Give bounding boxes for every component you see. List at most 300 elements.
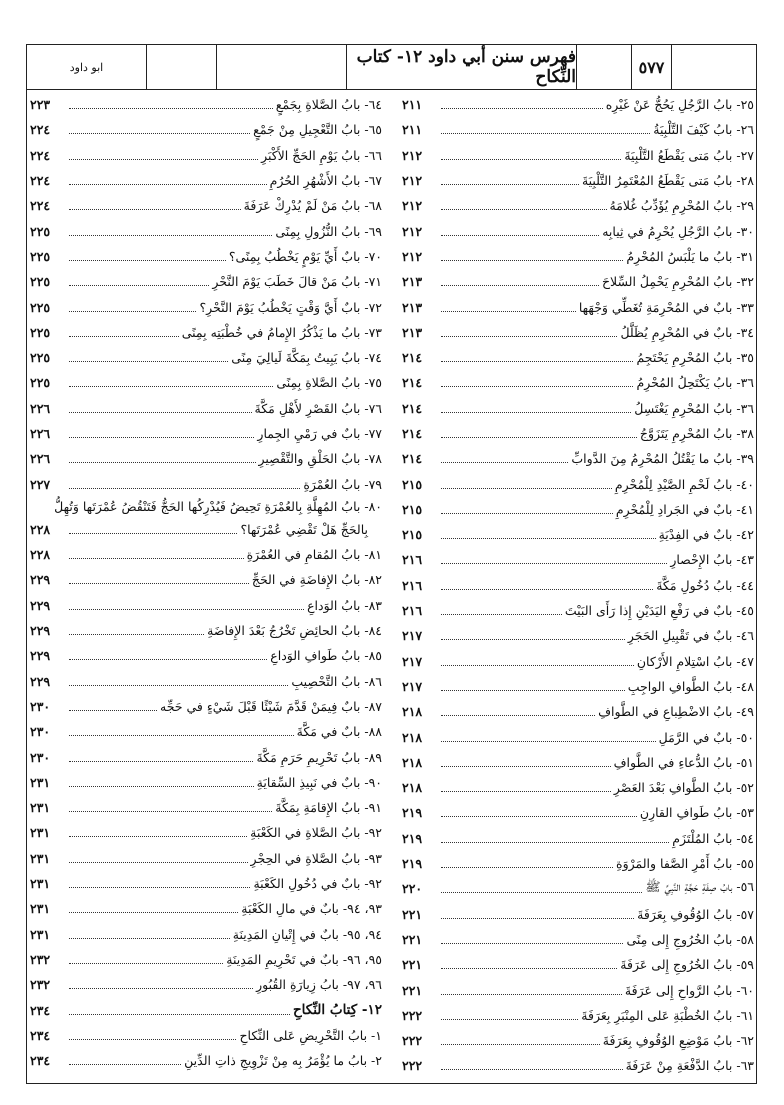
dot-leader (69, 100, 273, 109)
index-entry (30, 542, 382, 567)
entry-page-number: ٢١٧ (402, 628, 423, 644)
header-cell-blank (147, 45, 217, 89)
entry-title: ٥٣- بابُ طَوافِ القارِنِ (639, 805, 754, 821)
dot-leader (441, 581, 653, 590)
index-entry (30, 618, 382, 643)
dot-leader (69, 1006, 290, 1015)
index-entry (402, 851, 754, 876)
index-entry (30, 922, 382, 947)
index-entry (402, 522, 754, 547)
index-entry (402, 294, 754, 319)
entry-title: ٢٧- بابُ مَتى يَقْطَعُ التَّلْبِيَةَ (624, 147, 754, 163)
index-entry (402, 750, 754, 775)
entry-title: ٥٦- بابُ صِفَةِ حَجَّةِ النَّبِيِّ ﷺ (645, 879, 754, 895)
entry-title: ٣٨- بابُ المُحْرِمِ يَتَزَوَّجُ (639, 426, 754, 441)
entry-title: ٢٥- بابُ الرَّجُلِ يَحُجُّ عَنْ غَيْرِه (605, 97, 754, 113)
entry-page-number: ٢٢٧ (30, 476, 51, 492)
entry-page-number: ٢١٨ (402, 704, 423, 720)
dot-leader (441, 277, 599, 286)
dot-leader (69, 550, 244, 559)
index-entry (402, 168, 754, 193)
index-entry (30, 567, 382, 592)
index-entry (30, 471, 382, 496)
entry-title: ٥٢- بابُ الطَّوافِ بَعْدَ العَصْرِ (613, 780, 754, 796)
entry-title: ٥٨- بابُ الخُرُوجِ إِلى مِنًى (626, 931, 754, 947)
entry-title: ٥١- بابُ الدُّعاءِ في الطَّوافِ (613, 754, 754, 770)
entry-title: ٨٤- بابُ الحائِضِ تَخْرُجُ بَعْدَ الإِفاضَةِ (207, 623, 382, 639)
entry-page-number: ٢٢٥ (30, 350, 51, 366)
entry-page-number: ٢١٦ (402, 552, 423, 568)
entry-title: ٦٥- بابُ التَّعْجِيلِ مِنْ جَمْعٍ (253, 122, 382, 138)
page-header (26, 44, 757, 90)
entry-page-number: ٢١١ (402, 122, 423, 138)
dot-leader (441, 758, 611, 767)
index-entry (30, 92, 382, 117)
entry-title: ٤١- بابٌ في الجَرادِ لِلْمُحْرِمِ (615, 501, 754, 517)
dot-leader (441, 707, 595, 716)
dot-leader (69, 803, 272, 812)
entry-title: ٦٦- بابُ يَوْمِ الحَجِّ الأَكْبَرِ (261, 147, 382, 163)
dot-leader (441, 682, 625, 691)
index-entry (402, 902, 754, 927)
index-entry (30, 143, 382, 168)
entry-page-number: ٢٣٤ (30, 1027, 51, 1043)
entry-title: ٧٠- بابٌ أَيِّ يَوْمٍ يَخْطُبُ بِمِنًى؟ (228, 248, 382, 264)
entry-title: ٩١- بابُ الإِقامَةِ بِمَكَّةَ (275, 800, 382, 816)
entry-title: بِالحَجِّ هَلْ تَقْضِي عُمْرَتَها؟ (240, 521, 368, 537)
dot-leader (441, 505, 613, 514)
dot-leader (69, 955, 223, 964)
entry-page-number: ٢١٤ (402, 451, 423, 467)
index-entry (30, 269, 382, 294)
dot-leader (69, 702, 157, 711)
entry-title: ٣٥- بابُ المُحْرِمِ يَحْتَجِمُ (636, 350, 754, 366)
index-entry (402, 952, 754, 977)
entry-title: ٦٢- بابُ مَوْضِعِ الوُقُوفِ بِعَرَفَةَ (602, 1033, 754, 1049)
entry-page-number: ٢١٢ (402, 248, 423, 264)
dot-leader (441, 1011, 578, 1020)
dot-leader (69, 854, 248, 863)
index-entry (402, 117, 754, 142)
index-entry (30, 193, 382, 218)
entry-page-number: ٢٢٤ (30, 147, 51, 163)
entry-title: ٣٤- بابٌ في المُحْرِمِ يُظَلَّلُ (620, 324, 754, 340)
entry-title: ٣٩- بابُ ما يَقْتُلُ المُحْرِمُ مِنَ الدَّوابِّ (571, 451, 754, 467)
entry-page-number: ٢٢٨ (30, 521, 51, 537)
index-entry (30, 320, 382, 345)
entry-page-number: ٢١٥ (402, 527, 423, 543)
dot-leader (69, 176, 267, 185)
index-entry (30, 820, 382, 845)
entry-title: ٢٨- بابُ مَتى يَقْطَعُ المُعْتَمِرُ التَّلْبِيَةَ (581, 173, 754, 189)
entry-title: ٩٤، ٩٥- بابٌ في إِتْيانِ المَدِينَةِ (232, 926, 382, 942)
header-cell-blank (672, 45, 756, 89)
entry-page-number: ٢٣١ (30, 876, 51, 892)
entry-page-number: ٢٢٢ (402, 1058, 423, 1074)
entry-title: ٤٥- بابٌ في رَفْعِ اليَدَيْنِ إِذا رَأَى البَيْتَ (564, 603, 754, 619)
dot-leader (441, 125, 650, 134)
entry-page-number: ٢١١ (402, 97, 423, 113)
index-column-right (402, 92, 754, 1079)
entry-title: ٧٥- بابُ الصَّلاةِ بِمِنًى (276, 375, 382, 391)
index-entry (402, 244, 754, 269)
dot-leader (69, 125, 250, 134)
entry-page-number: ٢١٢ (402, 173, 423, 189)
header-title: فهرس سنن أبي داود ١٢- كتاب النِّكاح (347, 45, 577, 89)
entry-title: ٧٨- بابُ الحَلْقِ والتَّقْصِيرِ (258, 451, 382, 467)
entry-title: ٥٩- بابُ الخُرُوجِ إِلى عَرَفَةَ (620, 957, 754, 973)
entry-title: ٩٣- بابُ الصَّلاةِ في الحِجْرِ (250, 850, 382, 866)
dot-leader (69, 1031, 236, 1040)
dot-leader (441, 910, 634, 919)
index-entry (402, 724, 754, 749)
index-entry (402, 800, 754, 825)
entry-page-number: ٢٢٥ (30, 223, 51, 239)
entry-page-number: ٢١٣ (402, 274, 423, 290)
entry-title: ٤٣- بابُ الإِحْصارِ (670, 552, 754, 568)
entry-title: ٧٦- بابُ القَصْرِ لأَهْلِ مَكَّةَ (254, 400, 382, 416)
dot-leader (441, 834, 669, 843)
entry-title: ٧٣- بابُ ما يَذْكُرُ الإِمامُ في خُطْبَتِه بِمِنًى (181, 324, 382, 340)
index-entry (30, 947, 382, 972)
entry-page-number: ٢١٨ (402, 780, 423, 796)
dot-leader (69, 252, 226, 261)
index-entry (30, 294, 382, 319)
entry-page-number: ٢١٢ (402, 223, 423, 239)
dot-leader (69, 277, 209, 286)
dot-leader (69, 904, 238, 913)
entry-title: ٨١- بابُ المُقامِ في العُمْرَةِ (246, 547, 382, 563)
entry-title: ٦١- بابُ الخُطْبَةِ عَلى المِنْبَرِ بِعَرَفَةَ (581, 1007, 754, 1023)
dot-leader (441, 960, 617, 969)
entry-page-number: ٢٢١ (402, 957, 423, 973)
entry-page-number: ٢٣٤ (30, 1002, 51, 1018)
index-entry (30, 421, 382, 446)
dot-leader (441, 353, 633, 362)
dot-leader (441, 404, 631, 413)
entry-title: ١٢- كِتابُ النِّكاحِ (292, 1002, 382, 1019)
entry-page-number: ٢١٥ (402, 501, 423, 517)
dot-leader (441, 480, 612, 489)
entry-title: ٩٦، ٩٧- بابُ زِيارَةِ القُبُورِ (256, 977, 382, 993)
dot-leader (69, 626, 204, 635)
entry-page-number: ٢٢٩ (30, 648, 51, 664)
dot-leader (69, 930, 230, 939)
dot-leader (441, 935, 623, 944)
entry-title: ٣٦- بابُ المُحْرِمِ يَغْتَسِلُ (634, 400, 754, 416)
dot-leader (441, 555, 667, 564)
index-entry (30, 117, 382, 142)
entry-page-number: ٢١٦ (402, 603, 423, 619)
entry-title: ٨٣- بابُ الوَداعِ (307, 597, 382, 613)
entry-page-number: ٢٣٢ (30, 951, 51, 967)
index-entry (30, 669, 382, 694)
entry-page-number: ٢١٣ (402, 299, 423, 315)
entry-page-number: ٢٢٨ (30, 547, 51, 563)
dot-leader (69, 227, 272, 236)
entry-title: ٨٥- بابُ طَوافِ الوَداعِ (270, 648, 382, 664)
index-entry (30, 497, 382, 517)
index-entry (402, 1028, 754, 1053)
index-entry (402, 826, 754, 851)
index-entry (30, 871, 382, 896)
index-entry (402, 927, 754, 952)
dot-leader (441, 227, 599, 236)
entry-title: ٦٣- بابُ الدَّفْعَةِ مِنْ عَرَفَةَ (625, 1058, 754, 1074)
dot-leader (69, 727, 294, 736)
entry-title: ٢٦- بابُ كَيْفَ التَّلْبِيَةُ (653, 122, 754, 138)
index-entry (30, 643, 382, 668)
dot-leader (441, 986, 622, 995)
dot-leader (441, 429, 637, 438)
entry-page-number: ٢١٦ (402, 577, 423, 593)
entry-page-number: ٢٣٠ (30, 698, 51, 714)
entry-title: ٥٤- بابُ المُلْتَزَمِ (672, 830, 754, 846)
entry-title: ٤٩- بابُ الاضْطِباعِ في الطَّوافِ (598, 704, 754, 720)
entry-title: ٤٦- بابٌ في تَقْبِيلِ الحَجَرِ (627, 628, 754, 644)
entry-title: ٩٥، ٩٦- بابٌ في تَحْرِيمِ المَدِينَةِ (226, 951, 382, 967)
entry-title: ٨٨- بابٌ في مَكَّةَ (296, 724, 382, 740)
entry-page-number: ٢٢١ (402, 982, 423, 998)
entry-title: ٤٢- بابٌ في الفِدْيَةِ (658, 527, 754, 543)
index-entry (402, 370, 754, 395)
dot-leader (69, 378, 273, 387)
entry-page-number: ٢٢٤ (30, 173, 51, 189)
index-entry (30, 719, 382, 744)
entry-page-number: ٢١٢ (402, 147, 423, 163)
index-entry (30, 770, 382, 795)
header-author: ابو داود (27, 45, 147, 89)
entry-title: ٦٨- بابُ مَنْ لَمْ يُدْرِكْ عَرَفَةَ (243, 198, 382, 214)
entry-title: ٤٧- بابُ اسْتِلامِ الأَرْكانِ (636, 653, 754, 669)
dot-leader (69, 778, 254, 787)
dot-leader (441, 378, 633, 387)
header-page-number: ٥٧٧ (632, 45, 672, 89)
entry-page-number: ٢٢٦ (30, 426, 51, 441)
index-entry (30, 168, 382, 193)
entry-title: ٣١- بابُ ما يَلْبَسُ المُحْرِمُ (626, 248, 754, 264)
entry-title: ٧١- بابُ مَنْ قالَ خَطَبَ يَوْمَ النَّحْرِ (212, 274, 382, 290)
entry-page-number: ٢١٩ (402, 830, 423, 846)
entry-title: ٦٩- بابُ النُّزُولِ بِمِنًى (275, 223, 382, 239)
index-entry (402, 876, 754, 901)
index-entry (30, 846, 382, 871)
index-entry (30, 345, 382, 370)
entry-page-number: ٢١٤ (402, 375, 423, 391)
dot-leader (441, 631, 625, 640)
header-cell-blank (577, 45, 632, 89)
dot-leader (441, 303, 576, 312)
entry-page-number: ٢٢٤ (30, 122, 51, 138)
dot-leader (69, 353, 228, 362)
entry-title: ٦٧- بابُ الأَشْهُرِ الحُرُمِ (269, 173, 382, 189)
entry-page-number: ٢٢٤ (30, 198, 51, 214)
dot-leader (69, 601, 304, 610)
index-entry (402, 1003, 754, 1028)
index-column-left (30, 92, 382, 1073)
entry-title: ٥٥- بابُ أَمْرِ الصَّفا والمَرْوَةِ (616, 856, 754, 872)
dot-leader (441, 657, 634, 666)
entry-page-number: ٢٢٦ (30, 400, 51, 416)
entry-page-number: ٢٢١ (402, 906, 423, 922)
dot-leader (441, 328, 617, 337)
entry-title: ٧٤- بابُ يَبِيتُ بِمَكَّةَ لَيالِيَ مِنًى (231, 350, 382, 366)
index-entry (402, 218, 754, 243)
dot-leader (441, 151, 621, 160)
entry-title: ٤٤- بابُ دُخُولِ مَكَّةَ (656, 577, 754, 593)
index-entry (402, 623, 754, 648)
entry-page-number: ٢٢٦ (30, 451, 51, 467)
index-entry (402, 649, 754, 674)
dot-leader (441, 454, 568, 463)
dot-leader (69, 201, 241, 210)
index-entry (402, 320, 754, 345)
index-entry (30, 744, 382, 769)
index-entry (30, 517, 382, 542)
dot-leader (69, 1056, 181, 1065)
index-entry (30, 244, 382, 269)
index-entry (30, 972, 382, 997)
index-entry (30, 694, 382, 719)
dot-leader (69, 980, 253, 989)
entry-title: ٧٧- بابٌ في رَمْيِ الجِمارِ (257, 426, 382, 441)
entry-title: ٢٩- بابُ المُحْرِمِ يُؤَدِّبُ غُلامَهُ (609, 198, 754, 214)
entry-title: ٩٣، ٩٤- بابٌ في مالِ الكَعْبَةِ (241, 901, 382, 917)
entry-page-number: ٢١٧ (402, 678, 423, 694)
entry-page-number: ٢٢٥ (30, 248, 51, 264)
entry-title: ٤٠- بابُ لَحْمِ الصَّيْدِ لِلْمُحْرِمِ (614, 476, 754, 492)
dot-leader (441, 783, 611, 792)
entry-page-number: ٢٣٠ (30, 724, 51, 740)
entry-title: ٩٠- بابٌ في نَبِيذِ السِّقايَةِ (256, 774, 382, 790)
dot-leader (441, 859, 613, 868)
entry-title: ٥٧- بابُ الوُقُوفِ بِعَرَفَةَ (637, 906, 754, 922)
entry-title: ٧٩- بابُ العُمْرَةِ (303, 476, 382, 492)
index-entry (30, 1048, 382, 1073)
entry-page-number: ٢١٨ (402, 729, 423, 745)
entry-page-number: ٢٣١ (30, 800, 51, 816)
entry-page-number: ٢٣١ (30, 774, 51, 790)
entry-page-number: ٢١٣ (402, 324, 423, 340)
entry-page-number: ٢٣١ (30, 850, 51, 866)
dot-leader (69, 677, 288, 686)
index-entry (402, 269, 754, 294)
dot-leader (69, 828, 247, 837)
index-entry (30, 997, 382, 1022)
dot-leader (69, 328, 179, 337)
entry-page-number: ٢١٤ (402, 426, 423, 441)
index-entry (30, 370, 382, 395)
entry-title: ٣٠- بابُ الرَّجُلِ يُحْرِمُ في ثِيابِه (602, 223, 754, 239)
dot-leader (69, 575, 249, 584)
index-entry (402, 421, 754, 446)
entry-title: ١- بابُ التَّحْرِيضِ عَلى النِّكاحِ (239, 1027, 382, 1043)
entry-page-number: ٢٢٥ (30, 274, 51, 290)
entry-page-number: ٢٣٢ (30, 977, 51, 993)
entry-title: ٨٠- بابُ المُهِلَّةِ بِالعُمْرَةِ تَحِيضُ فَيُدْرِكُها الحَجُّ فَتَنْقُضُ عُمْرَتَها وَتُهِلُّ (54, 499, 382, 515)
index-entry (402, 345, 754, 370)
dot-leader (441, 808, 637, 817)
entry-page-number: ٢١٩ (402, 856, 423, 872)
entry-page-number: ٢٣٤ (30, 1053, 51, 1069)
index-entry (402, 193, 754, 218)
entry-page-number: ٢٢٠ (402, 881, 423, 897)
entry-page-number: ٢١٤ (402, 350, 423, 366)
dot-leader (441, 1036, 600, 1045)
entry-title: ٨٢- بابُ الإِفاضَةِ في الحَجِّ (251, 572, 382, 588)
index-entry (402, 143, 754, 168)
dot-leader (441, 530, 656, 539)
index-entry (402, 598, 754, 623)
entry-page-number: ٢٣١ (30, 926, 51, 942)
entry-title: ٣٢- بابُ المُحْرِمِ يَحْمِلُ السِّلاحَ (601, 274, 754, 290)
dot-leader (441, 606, 562, 615)
entry-page-number: ٢٢٩ (30, 597, 51, 613)
index-entry (402, 396, 754, 421)
entry-page-number: ٢٢٩ (30, 572, 51, 588)
index-entry (30, 396, 382, 421)
entry-page-number: ٢٣١ (30, 825, 51, 841)
entry-title: ٦٠- بابُ الرَّواحِ إِلى عَرَفَةَ (624, 982, 754, 998)
entry-title: ٤٨- بابُ الطَّوافِ الواجِبِ (627, 678, 754, 694)
dot-leader (69, 303, 196, 312)
index-entry (30, 1023, 382, 1048)
entry-title: ٣٣- بابٌ في المُحْرِمَةِ تُغَطِّي وَجْهَها (578, 299, 754, 315)
entry-title: ٥٠- بابٌ في الرَّمَلِ (658, 729, 754, 745)
entry-page-number: ٢٢٣ (30, 97, 51, 113)
index-entry (402, 471, 754, 496)
index-entry (402, 92, 754, 117)
dot-leader (69, 480, 300, 489)
entry-page-number: ٢١٨ (402, 754, 423, 770)
entry-title: ٨٩- بابُ تَحْرِيمِ حَرَمِ مَكَّةَ (256, 749, 382, 765)
entry-title: ٢- بابُ ما يُؤْمَرُ بِه مِنْ تَزْوِيجِ ذاتِ الدِّينِ (184, 1053, 382, 1069)
index-entry (30, 795, 382, 820)
dot-leader (69, 404, 252, 413)
index-entry (402, 573, 754, 598)
entry-page-number: ٢٢٢ (402, 1033, 423, 1049)
dot-leader (441, 884, 642, 893)
entry-title: ٧٢- بابٌ أَيَّ وَقْتٍ يَخْطُبُ يَوْمَ النَّحْرِ؟ (199, 299, 382, 315)
entry-page-number: ٢٢١ (402, 931, 423, 947)
entry-page-number: ٢٢٥ (30, 375, 51, 391)
dot-leader (441, 733, 656, 742)
index-entry (30, 896, 382, 921)
dot-leader (69, 753, 253, 762)
entry-page-number: ٢١٢ (402, 198, 423, 214)
dot-leader (69, 454, 256, 463)
index-entry (30, 218, 382, 243)
entry-page-number: ٢١٧ (402, 653, 423, 669)
index-entry (402, 547, 754, 572)
entry-title: ٨٦- بابُ التَّحْصِيبِ (291, 673, 382, 689)
dot-leader (69, 151, 258, 160)
entry-title: ٣٦- بابُ يَكْتَحِلُ المُحْرِمُ (636, 375, 754, 391)
dot-leader (441, 100, 603, 109)
entry-title: ٩٢- بابٌ في دُخُولِ الكَعْبَةِ (253, 876, 382, 892)
entry-title: ٦٤- بابُ الصَّلاةِ بِجَمْعٍ (275, 97, 382, 113)
dot-leader (69, 429, 254, 438)
entry-page-number: ٢٣١ (30, 901, 51, 917)
index-entry (402, 1053, 754, 1078)
entry-title: ٩٢- بابُ الصَّلاةِ في الكَعْبَةِ (250, 825, 382, 841)
dot-leader (69, 879, 250, 888)
index-entry (30, 446, 382, 471)
entry-page-number: ٢٢٩ (30, 623, 51, 639)
entry-page-number: ٢٢٢ (402, 1007, 423, 1023)
index-entry (402, 699, 754, 724)
entry-page-number: ٢١٩ (402, 805, 423, 821)
